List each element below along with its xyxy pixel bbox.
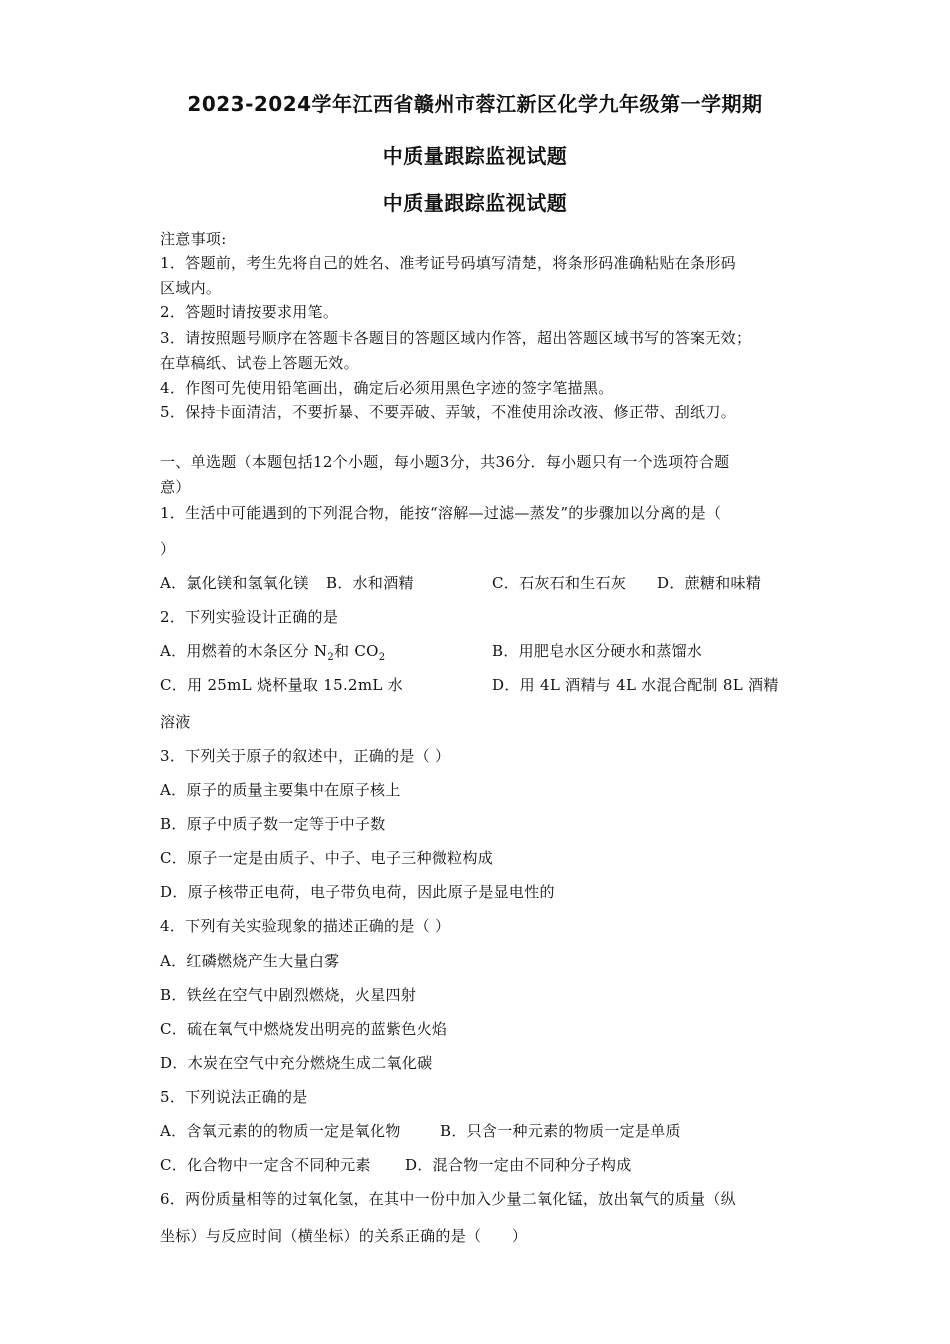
q2-option-d: D．用 4L 酒精与 4L 水混合配制 8L 酒精	[492, 676, 779, 694]
notice-item: 5．保持卡面清洁，不要折暴、不要弄破、弄皱，不准使用涂改液、修正带、刮纸刀。	[160, 403, 736, 421]
question-6-stem-cont: 坐标）与反应时间（横坐标）的关系正确的是（ ）	[160, 1227, 528, 1245]
q4-option-d: D．木炭在空气中充分燃烧生成二氧化碳	[160, 1054, 433, 1072]
q4-option-b: B．铁丝在空气中剧烈燃烧，火星四射	[160, 986, 417, 1004]
q1-option-b: B．水和酒精	[326, 574, 414, 592]
q2-option-d-cont: 溶液	[160, 713, 191, 731]
question-1-stem-cont: ）	[160, 540, 176, 558]
q3-option-b: B．原子中质子数一定等于中子数	[160, 815, 386, 833]
notice-item: 1．答题前，考生先将自己的姓名、准考证号码填写清楚，将条形码准确粘贴在条形码	[160, 254, 736, 272]
notice-heading: 注意事项:	[160, 230, 227, 248]
section-heading: 一、单选题（本题包括12个小题，每小题3分，共36分．每小题只有一个选项符合题	[160, 453, 730, 471]
section-heading-cont: 意）	[160, 478, 191, 496]
notice-item: 2．答题时请按要求用笔。	[160, 303, 339, 321]
question-5-stem: 5．下列说法正确的是	[160, 1088, 308, 1106]
q1-option-a: A．氯化镁和氢氧化镁	[160, 574, 309, 592]
q2-option-c: C．用 25mL 烧杯量取 15.2mL 水	[160, 676, 404, 694]
notice-item: 4．作图可先使用铅笔画出，确定后必须用黑色字迹的签字笔描黑。	[160, 379, 614, 397]
exam-title-line2: 中质量跟踪监视试题	[382, 144, 568, 168]
q1-option-c: C．石灰石和生石灰	[492, 574, 627, 592]
q5-option-d: D．混合物一定由不同种分子构成	[405, 1156, 632, 1174]
q4-option-c: C．硫在氧气中燃烧发出明亮的蓝紫色火焰	[160, 1020, 448, 1038]
question-4-stem: 4．下列有关实验现象的描述正确的是（ ）	[160, 917, 451, 935]
exam-title-line3: 中质量跟踪监视试题	[382, 191, 568, 215]
question-6-stem: 6．两份质量相等的过氧化氢，在其中一份中加入少量二氧化锰，放出氧气的质量（纵	[160, 1190, 736, 1208]
q4-option-a: A．红磷燃烧产生大量白雾	[160, 952, 340, 970]
question-1-stem: 1．生活中可能遇到的下列混合物，能按“溶解—过滤—蒸发”的步骤加以分离的是（	[160, 504, 722, 522]
q3-option-c: C．原子一定是由质子、中子、电子三种微粒构成	[160, 849, 494, 867]
notice-item: 3．请按照题号顺序在答题卡各题目的答题区域内作答，超出答题区域书写的答案无效；	[160, 329, 752, 347]
q3-option-a: A．原子的质量主要集中在原子核上	[160, 781, 401, 799]
notice-item: 区域内。	[160, 279, 222, 297]
exam-title-line1: 2023-2024学年江西省赣州市蓉江新区化学九年级第一学期期	[187, 92, 763, 116]
notice-item: 在草稿纸、试卷上答题无效。	[160, 354, 359, 372]
question-2-stem: 2．下列实验设计正确的是	[160, 608, 339, 626]
question-3-stem: 3．下列关于原子的叙述中，正确的是（ ）	[160, 747, 451, 765]
q5-option-a: A．含氧元素的的物质一定是氧化物	[160, 1122, 401, 1140]
q2-option-a: A．用燃着的木条区分 $N_2$和 $CO_2$	[160, 642, 386, 663]
q1-option-d: D．蔗糖和味精	[657, 574, 762, 592]
q5-option-c: C．化合物中一定含不同种元素	[160, 1156, 371, 1174]
q3-option-d: D．原子核带正电荷，电子带负电荷，因此原子是显电性的	[160, 883, 555, 901]
q2-option-b: B．用肥皂水区分硬水和蒸馏水	[492, 642, 703, 660]
q5-option-b: B．只含一种元素的物质一定是单质	[440, 1122, 681, 1140]
